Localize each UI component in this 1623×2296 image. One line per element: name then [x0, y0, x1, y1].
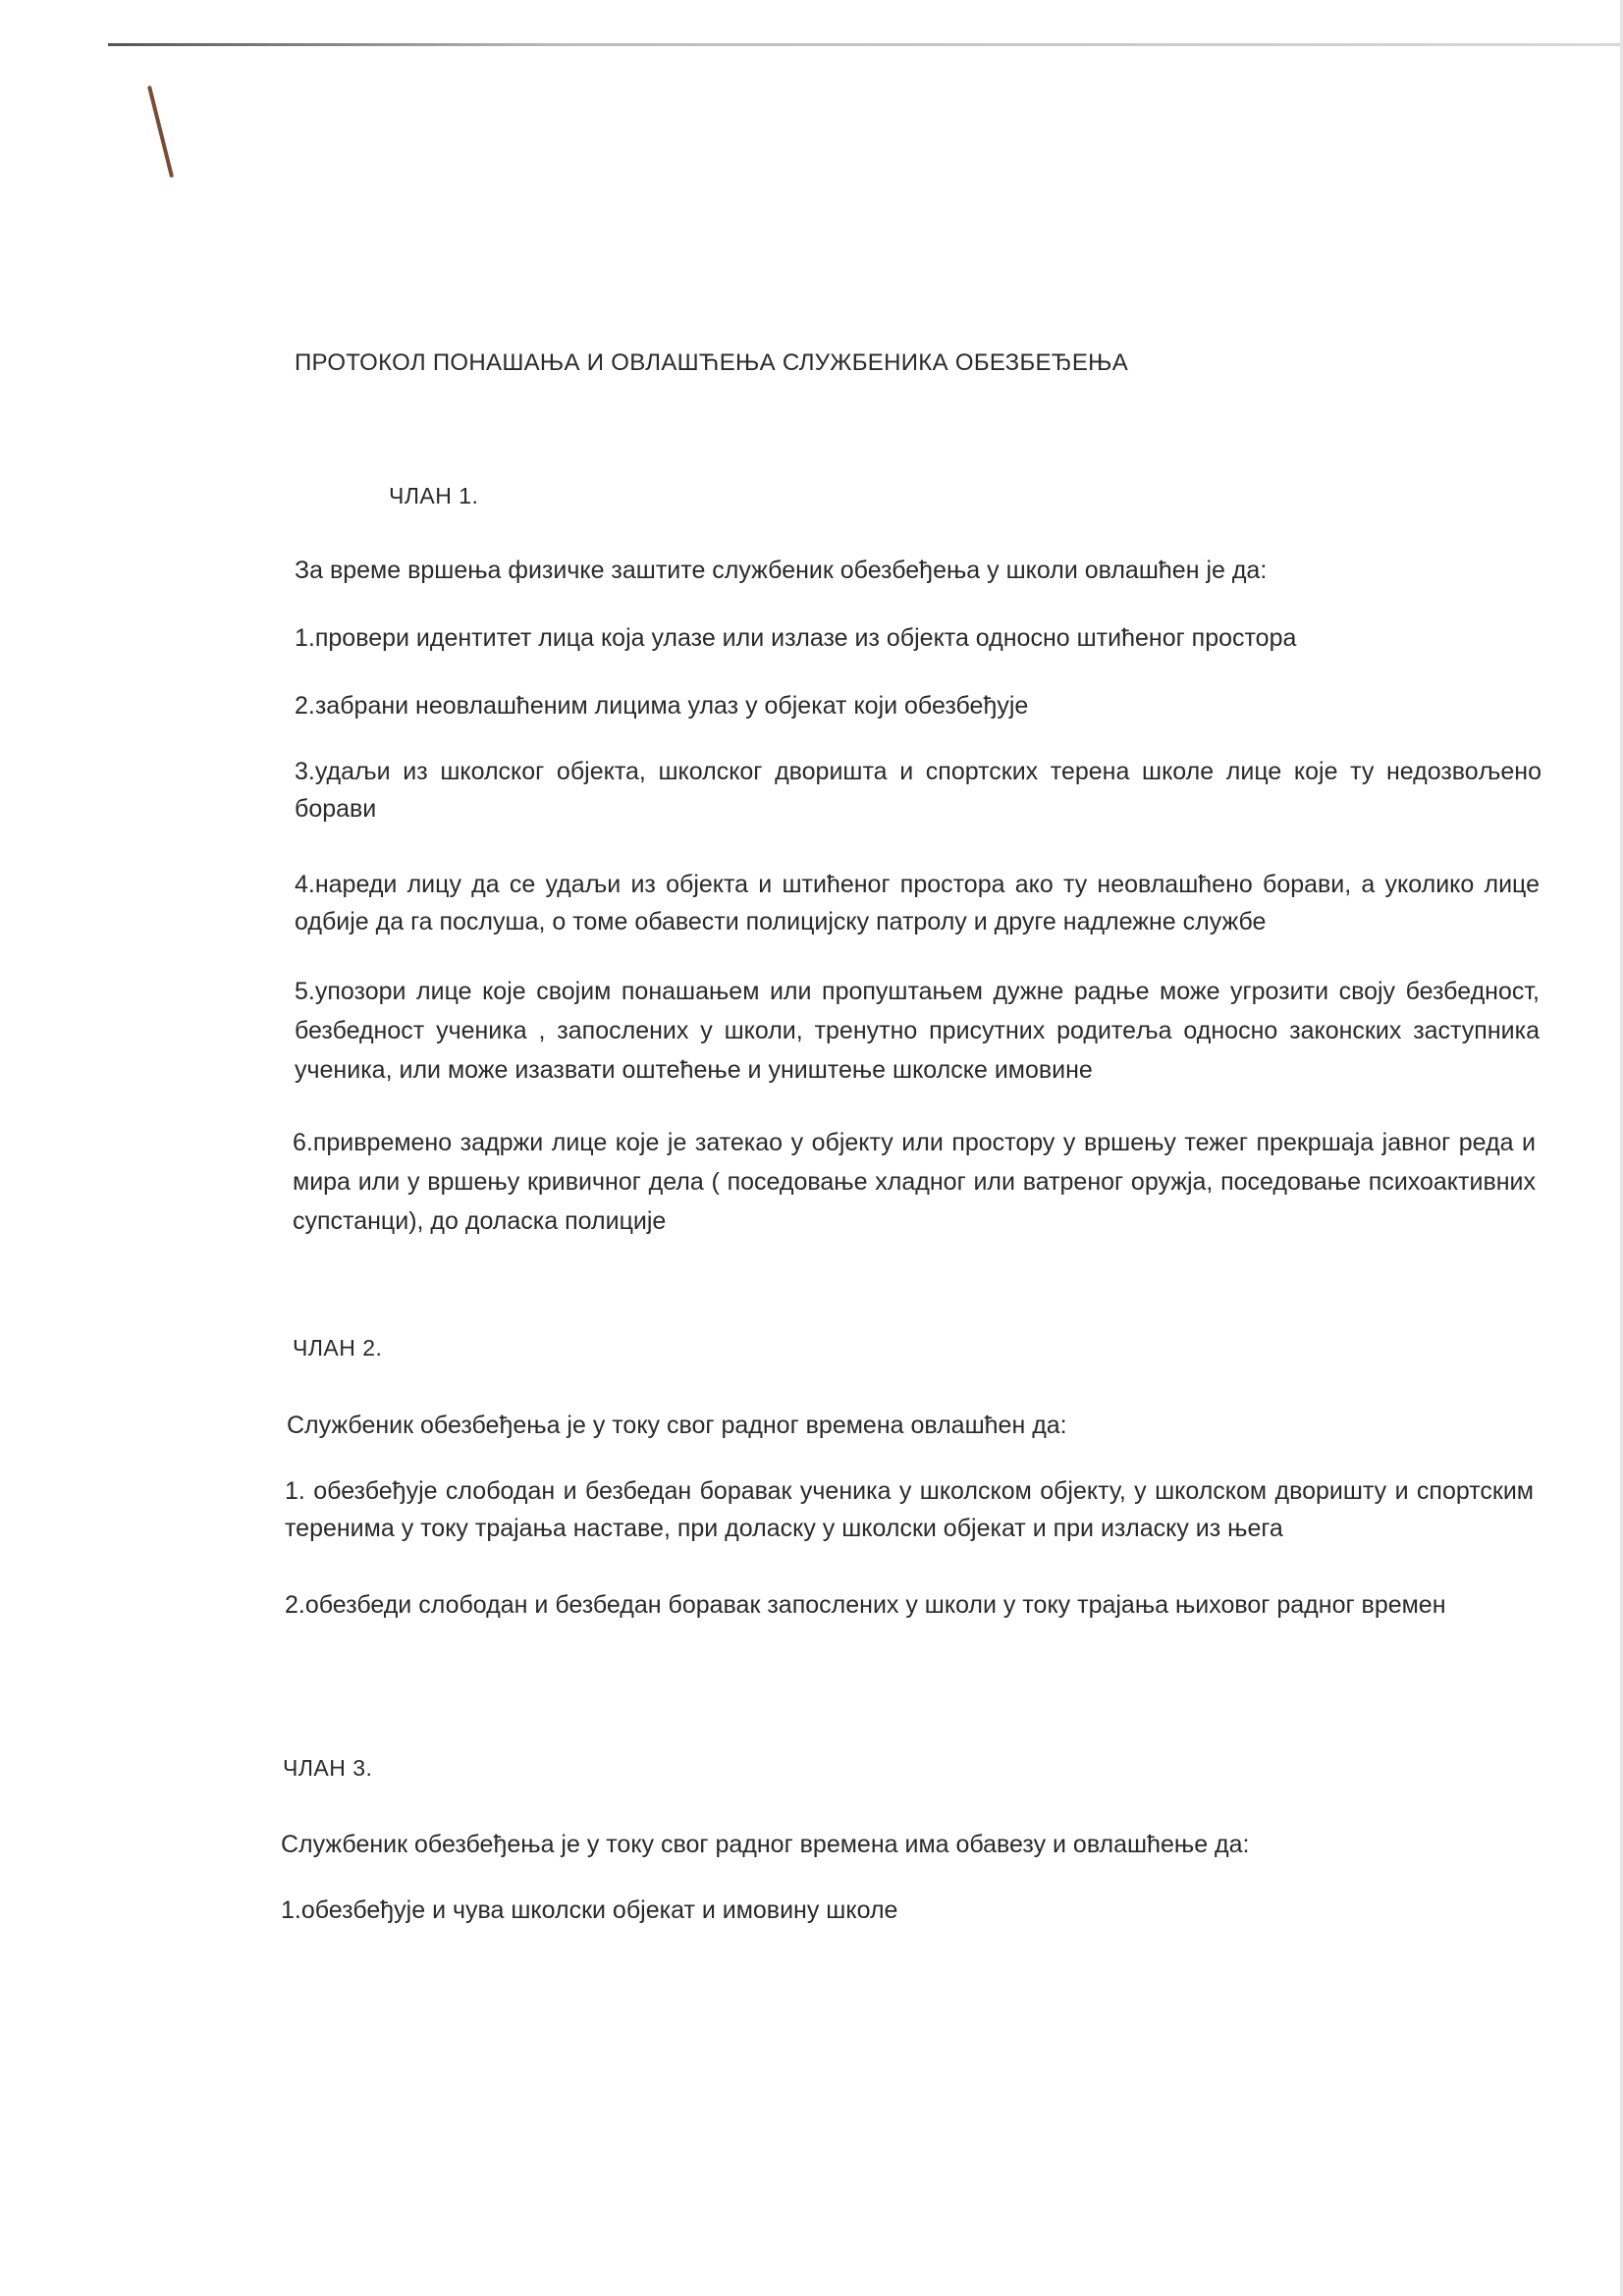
- pen-mark: [147, 85, 174, 178]
- article-1-item-4: 4.нареди лицу да се удаљи из објекта и штићеног простора ако ту неовлашћено борави, а уколико лице одбије да га послуша, о томе обавести полицијску патролу и друге надлежне службе: [295, 871, 1540, 935]
- article-1-item-6: 6.привремено задржи лице које је затекао у објекту или простору у вршењу тежег прекршаја јавног реда и мира или у вршењу кривичног дела ( поседовање хладног или ватреног оружја, поседовање психоактивних супстанци), до доласка полиције: [293, 1129, 1536, 1235]
- article-1-intro: За време вршења физичке заштите службеник обезбеђења у школи овлашћен је да:: [295, 557, 1268, 584]
- article-1-heading: ЧЛАН 1.: [389, 483, 479, 508]
- article-3-item-1: 1.обезбеђује и чува школски објекат и имовину школе: [281, 1896, 898, 1924]
- article-2-heading: ЧЛАН 2.: [293, 1335, 383, 1361]
- article-1-item-1: 1.провери идентитет лица која улазе или излазе из објекта односно штићеног простора: [295, 624, 1297, 652]
- article-3-heading: ЧЛАН 3.: [283, 1755, 373, 1781]
- article-1-item-5: 5.упозори лице које својим понашањем или пропуштањем дужне радње може угрозити своју безбедност, безбедност ученика , запослених у школи, тренутно присутних родитеља односно законских заступника ученика, или може изазвати оштећење и уништење школске имовине: [295, 978, 1540, 1084]
- article-1-item-2: 2.забрани неовлашћеним лицима улаз у објекат који обезбеђује: [295, 692, 1029, 720]
- document-title: ПРОТОКОЛ ПОНАШАЊА И ОВЛАШЋЕЊА СЛУЖБЕНИКА ОБЕЗБЕЂЕЊА: [295, 349, 1129, 376]
- article-2-intro: Службеник обезбеђења је у току свог радног времена овлашћен да:: [287, 1412, 1067, 1439]
- article-2-item-1: 1. обезбеђује слободан и безбедан боравак ученика у школском објекту, у школском дворишту и спортским теренима у току трајања наставе, при доласку у школски објекат и при изласку из њега: [285, 1477, 1534, 1542]
- article-1-item-3: 3.удаљи из школског објекта, школског дворишта и спортских терена школе лице које ту недозвољено борави: [295, 758, 1542, 823]
- article-2-item-2: 2.обезбеди слободан и безбедан боравак запослених у школи у току трајања њиховог радног времен: [285, 1591, 1446, 1619]
- article-3-intro: Службеник обезбеђења је у току свог радног времена има обавезу и овлашћење да:: [281, 1831, 1250, 1858]
- scan-edge-line: [108, 43, 1620, 46]
